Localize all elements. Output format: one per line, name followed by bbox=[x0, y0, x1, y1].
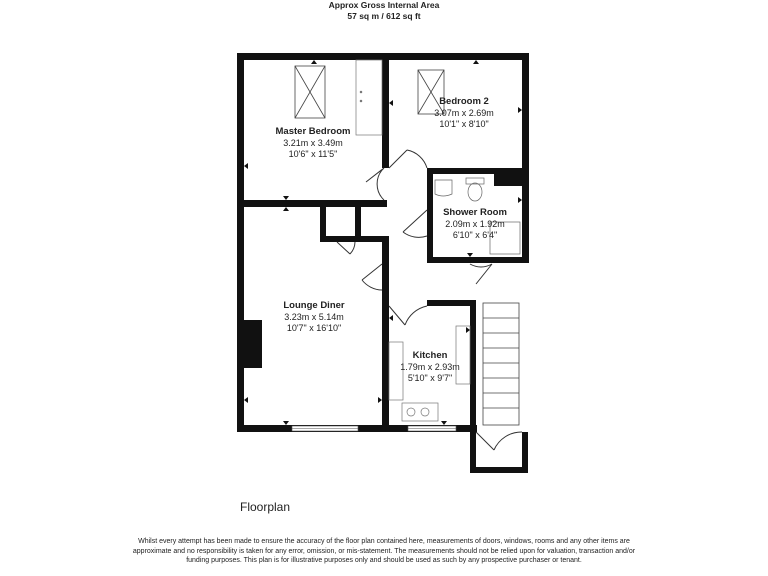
door-master bbox=[366, 168, 384, 200]
wall-right-upper bbox=[522, 53, 529, 263]
kitchen-metric: 1.79m x 2.93m bbox=[400, 362, 460, 372]
wall-left bbox=[237, 53, 244, 432]
floor-label: Floorplan bbox=[240, 500, 291, 514]
door-stairs bbox=[470, 264, 492, 284]
wall-lounge-kitchen bbox=[382, 236, 389, 432]
wall-cupboard-c bbox=[355, 207, 361, 237]
door-bed2 bbox=[389, 150, 427, 168]
kitchen-imperial: 5'10" x 9'7" bbox=[407, 373, 453, 383]
marker-master-left bbox=[244, 163, 248, 169]
wardrobe-unit bbox=[356, 60, 382, 135]
wardrobe bbox=[356, 60, 382, 135]
lounge-diner-metric: 3.23m x 5.14m bbox=[284, 312, 344, 322]
wall-shower-corner bbox=[494, 174, 522, 186]
marker-kitchen-right bbox=[466, 327, 470, 333]
wall-porch-right bbox=[522, 432, 528, 473]
wardrobe-handle-b bbox=[360, 100, 362, 102]
door-kitchen bbox=[389, 306, 427, 325]
wall-shower-bottom bbox=[427, 257, 529, 263]
sink-bowl-b bbox=[421, 408, 429, 416]
marker-lounge-left bbox=[244, 397, 248, 403]
bedroom2-imperial: 10'1" x 8'10" bbox=[439, 119, 489, 129]
wall-right-lower bbox=[470, 300, 476, 432]
disclaimer: Whilst every attempt has been made to ensure the accuracy of the floor plan contained here, measurements of doors, windows, rooms and any other items are approximate and no responsibility is taken for any error, omission, or mis-statement. The measurements should not be relied upon for valuation, transaction and/or funding purposes. This plan is for illustrative purposes only and should be used as such by any prospective purchaser or tenant. bbox=[132, 538, 636, 565]
stairs-outline bbox=[483, 303, 519, 425]
door-lounge bbox=[362, 264, 382, 290]
marker-bed2-right bbox=[518, 107, 522, 113]
stairs bbox=[483, 303, 519, 425]
wall-master-bed2 bbox=[382, 53, 389, 168]
marker-kitchen-left bbox=[389, 315, 393, 321]
master-bedroom-metric: 3.21m x 3.49m bbox=[283, 138, 343, 148]
shower-room-imperial: 6'10" x 6'4" bbox=[452, 230, 498, 240]
bedroom2-name: Bedroom 2 bbox=[439, 96, 489, 107]
marker-lounge-right bbox=[378, 397, 382, 403]
wall-cupboard-b bbox=[320, 236, 382, 242]
toilet bbox=[468, 183, 482, 201]
chimney-breast bbox=[244, 320, 262, 368]
shower-room-metric: 2.09m x 1.92m bbox=[445, 219, 505, 229]
master-bedroom-name: Master Bedroom bbox=[275, 126, 351, 137]
wall-shower-left bbox=[427, 168, 433, 263]
sink-bowl-a bbox=[407, 408, 415, 416]
door-shower bbox=[403, 210, 427, 237]
wall-master-lounge bbox=[237, 200, 387, 207]
area-value: 57 sq m / 612 sq ft bbox=[347, 11, 421, 21]
marker-kitchen-bottom bbox=[441, 421, 447, 425]
skylights bbox=[295, 66, 444, 118]
marker-shower-right bbox=[518, 197, 522, 203]
wall-kitchen-top bbox=[427, 300, 476, 306]
marker-master-bottom bbox=[283, 196, 289, 200]
shower-room-name: Shower Room bbox=[443, 207, 507, 218]
wall-porch-left bbox=[470, 425, 476, 473]
marker-lounge-top bbox=[283, 207, 289, 211]
marker-master-top bbox=[311, 60, 317, 64]
door-front bbox=[476, 432, 522, 450]
area-title: Approx Gross Internal Area bbox=[328, 0, 440, 10]
marker-bed2-left bbox=[389, 100, 393, 106]
marker-lounge-bottom bbox=[283, 421, 289, 425]
sink bbox=[402, 403, 438, 421]
marker-shower-bottom bbox=[467, 253, 473, 257]
counter-right bbox=[456, 326, 470, 384]
lounge-diner-imperial: 10'7" x 16'10" bbox=[286, 323, 342, 333]
basin bbox=[435, 180, 452, 196]
bedroom2-metric: 3.07m x 2.69m bbox=[434, 108, 494, 118]
wall-porch-bottom bbox=[470, 467, 528, 473]
wall-bed2-bottom bbox=[427, 168, 529, 174]
wardrobe-handle-a bbox=[360, 91, 362, 93]
marker-bed2-top bbox=[473, 60, 479, 64]
door-cupboard bbox=[337, 242, 355, 254]
master-bedroom-imperial: 10'6" x 11'5" bbox=[288, 149, 338, 159]
kitchen-name: Kitchen bbox=[412, 350, 448, 361]
lounge-diner-name: Lounge Diner bbox=[283, 300, 345, 311]
